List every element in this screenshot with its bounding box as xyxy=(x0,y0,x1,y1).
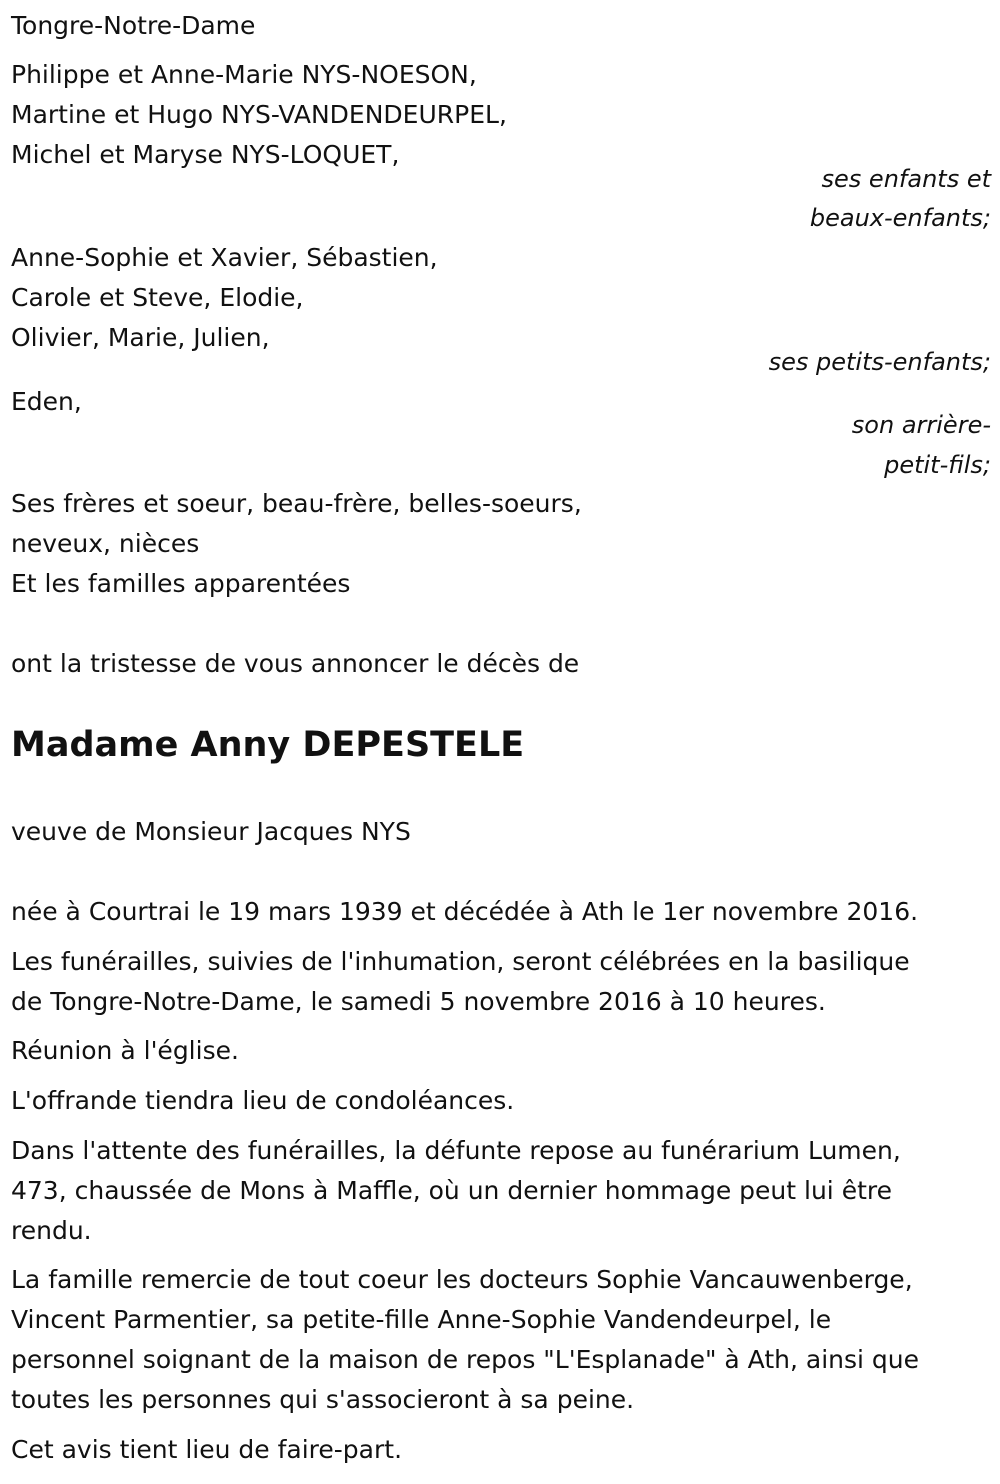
relatives-line: Ses frères et soeur, beau-frère, belles-soeurs, xyxy=(11,489,582,518)
children-role: beaux-enfants; xyxy=(809,204,991,232)
widow-of: veuve de Monsieur Jacques NYS xyxy=(11,817,411,846)
repose-line: 473, chaussée de Mons à Maffle, où un dernier hommage peut lui être xyxy=(11,1176,892,1205)
thanks-line: Vincent Parmentier, sa petite-fille Anne-Sophie Vandendeurpel, le xyxy=(11,1305,832,1334)
great-grandchild-role: petit-fils; xyxy=(884,451,991,479)
location-heading: Tongre-Notre-Dame xyxy=(11,11,256,40)
children-line: Martine et Hugo NYS-VANDENDEURPEL, xyxy=(11,100,507,129)
closing-note: Cet avis tient lieu de faire-part. xyxy=(11,1435,403,1464)
funeral-line: de Tongre-Notre-Dame, le samedi 5 novembre 2016 à 10 heures. xyxy=(11,987,826,1016)
announcement: ont la tristesse de vous annoncer le décès de xyxy=(11,649,580,678)
grandchildren-line: Carole et Steve, Elodie, xyxy=(11,283,304,312)
grandchildren-line: Olivier, Marie, Julien, xyxy=(11,323,270,352)
repose-line: rendu. xyxy=(11,1216,92,1245)
obituary-notice xyxy=(11,0,991,1484)
repose-line: Dans l'attente des funérailles, la défunte repose au funérarium Lumen, xyxy=(11,1136,901,1165)
thanks-line: La famille remercie de tout coeur les docteurs Sophie Vancauwenberge, xyxy=(11,1265,913,1294)
deceased-name: Madame Anny DEPESTELE xyxy=(11,725,525,765)
grandchildren-role: ses petits-enfants; xyxy=(768,348,991,376)
children-line: Philippe et Anne-Marie NYS-NOESON, xyxy=(11,60,477,89)
relatives-line: Et les familles apparentées xyxy=(11,569,351,598)
children-role: ses enfants et xyxy=(821,165,991,193)
relatives-line: neveux, nièces xyxy=(11,529,200,558)
birth-death: née à Courtrai le 19 mars 1939 et décédée à Ath le 1er novembre 2016. xyxy=(11,897,919,926)
funeral-line: Les funérailles, suivies de l'inhumation, seront célébrées en la basilique xyxy=(11,947,910,976)
great-grandchild-line: Eden, xyxy=(11,387,82,416)
grandchildren-line: Anne-Sophie et Xavier, Sébastien, xyxy=(11,243,438,272)
meeting-note: Réunion à l'église. xyxy=(11,1036,239,1065)
thanks-line: toutes les personnes qui s'associeront à sa peine. xyxy=(11,1385,635,1414)
great-grandchild-role: son arrière- xyxy=(851,411,991,439)
children-line: Michel et Maryse NYS-LOQUET, xyxy=(11,140,400,169)
thanks-line: personnel soignant de la maison de repos "L'Esplanade" à Ath, ainsi que xyxy=(11,1345,919,1374)
offering-note: L'offrande tiendra lieu de condoléances. xyxy=(11,1086,515,1115)
